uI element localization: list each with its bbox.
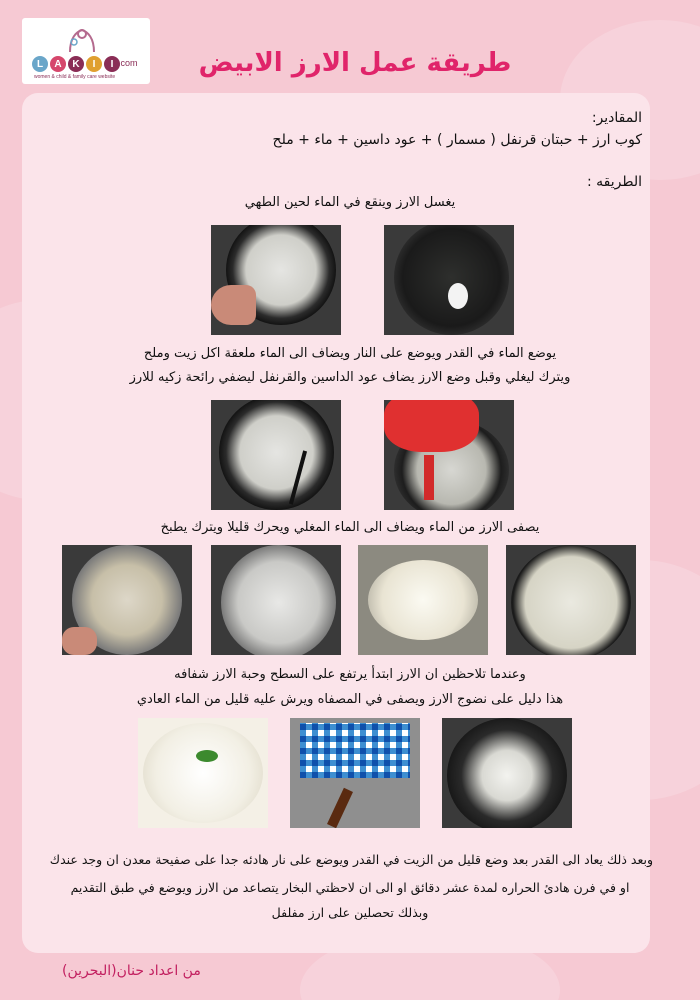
logo-tagline: women & child & family care website — [34, 74, 116, 80]
drained-rice-photo — [358, 545, 488, 655]
logo-letter: I — [104, 56, 120, 72]
step-2-line-2: ويترك ليغلي وقبل وضع الارز يضاف عود الداسين والقرنفل ليضفي رائحة زكيه للارز — [129, 370, 571, 385]
red-strainer-photo — [384, 400, 514, 510]
ingredients-list: كوب ارز + حبتان قرنفل ( مسمار ) + عود داسين + ماء + ملح — [272, 132, 642, 148]
rice-plate-photo — [138, 718, 268, 828]
step-5-line-3: وبذلك تحصلين على ارز مفلفل — [271, 905, 429, 920]
logo-letter: I — [86, 56, 102, 72]
family-figure-icon — [62, 24, 102, 54]
rice-washing-photo — [211, 225, 341, 335]
logo-letter: A — [50, 56, 66, 72]
pot-cooking-rice-photo — [506, 545, 636, 655]
step-5-line-2: او في فرن هادئ الحراره لمدة عشر دقائق او الى ان لاحظتي البخار يتصاعد من الارز ويوضع في طبق التقديم — [70, 880, 630, 895]
lakii-logo[interactable] — [22, 18, 150, 84]
logo-suffix: .com — [118, 58, 138, 68]
covered-pot-photo — [290, 718, 420, 828]
step-4-line-1: وعندما تلاحظين ان الارز ابتدأ يرتفع على السطح وحبة الارز شفافه — [174, 667, 526, 682]
logo-letter: L — [32, 56, 48, 72]
step-3-text: يصفى الارز من الماء ويضاف الى الماء المغلي ويحرك قليلا ويترك يطبخ — [160, 520, 540, 535]
step-4-line-2: هذا دليل على نضوج الارز ويصفى في المصفاه ويرش عليه قليل من الماء العادي — [136, 692, 564, 707]
logo-letters — [32, 56, 120, 72]
method-heading: الطريقه : — [586, 174, 642, 190]
author-credit: من اعداد حنان(البحرين) — [62, 963, 201, 979]
pot-salt-photo — [384, 225, 514, 335]
logo-letter: K — [68, 56, 84, 72]
step-5-line-1: وبعد ذلك يعاد الى القدر بعد وضع قليل من الزيت في القدر ويوضع على نار هادئه جدا على صفيحة معدن ان وجد عندك — [49, 852, 653, 867]
pot-boiling-photo — [211, 400, 341, 510]
page-title: طريقة عمل الارز الابيض — [198, 48, 512, 78]
step-2-line-1: يوضع الماء في القدر ويوضع على النار ويضاف الى الماء ملعقة اكل زيت وملح — [143, 346, 557, 361]
ingredients-heading: المقادير: — [591, 110, 642, 126]
rice-strainer-photo — [62, 545, 192, 655]
step-1-text: يغسل الارز وينقع في الماء لحين الطهي — [244, 195, 456, 210]
pot-rice-spoon-photo — [442, 718, 572, 828]
pouring-water-photo — [211, 545, 341, 655]
